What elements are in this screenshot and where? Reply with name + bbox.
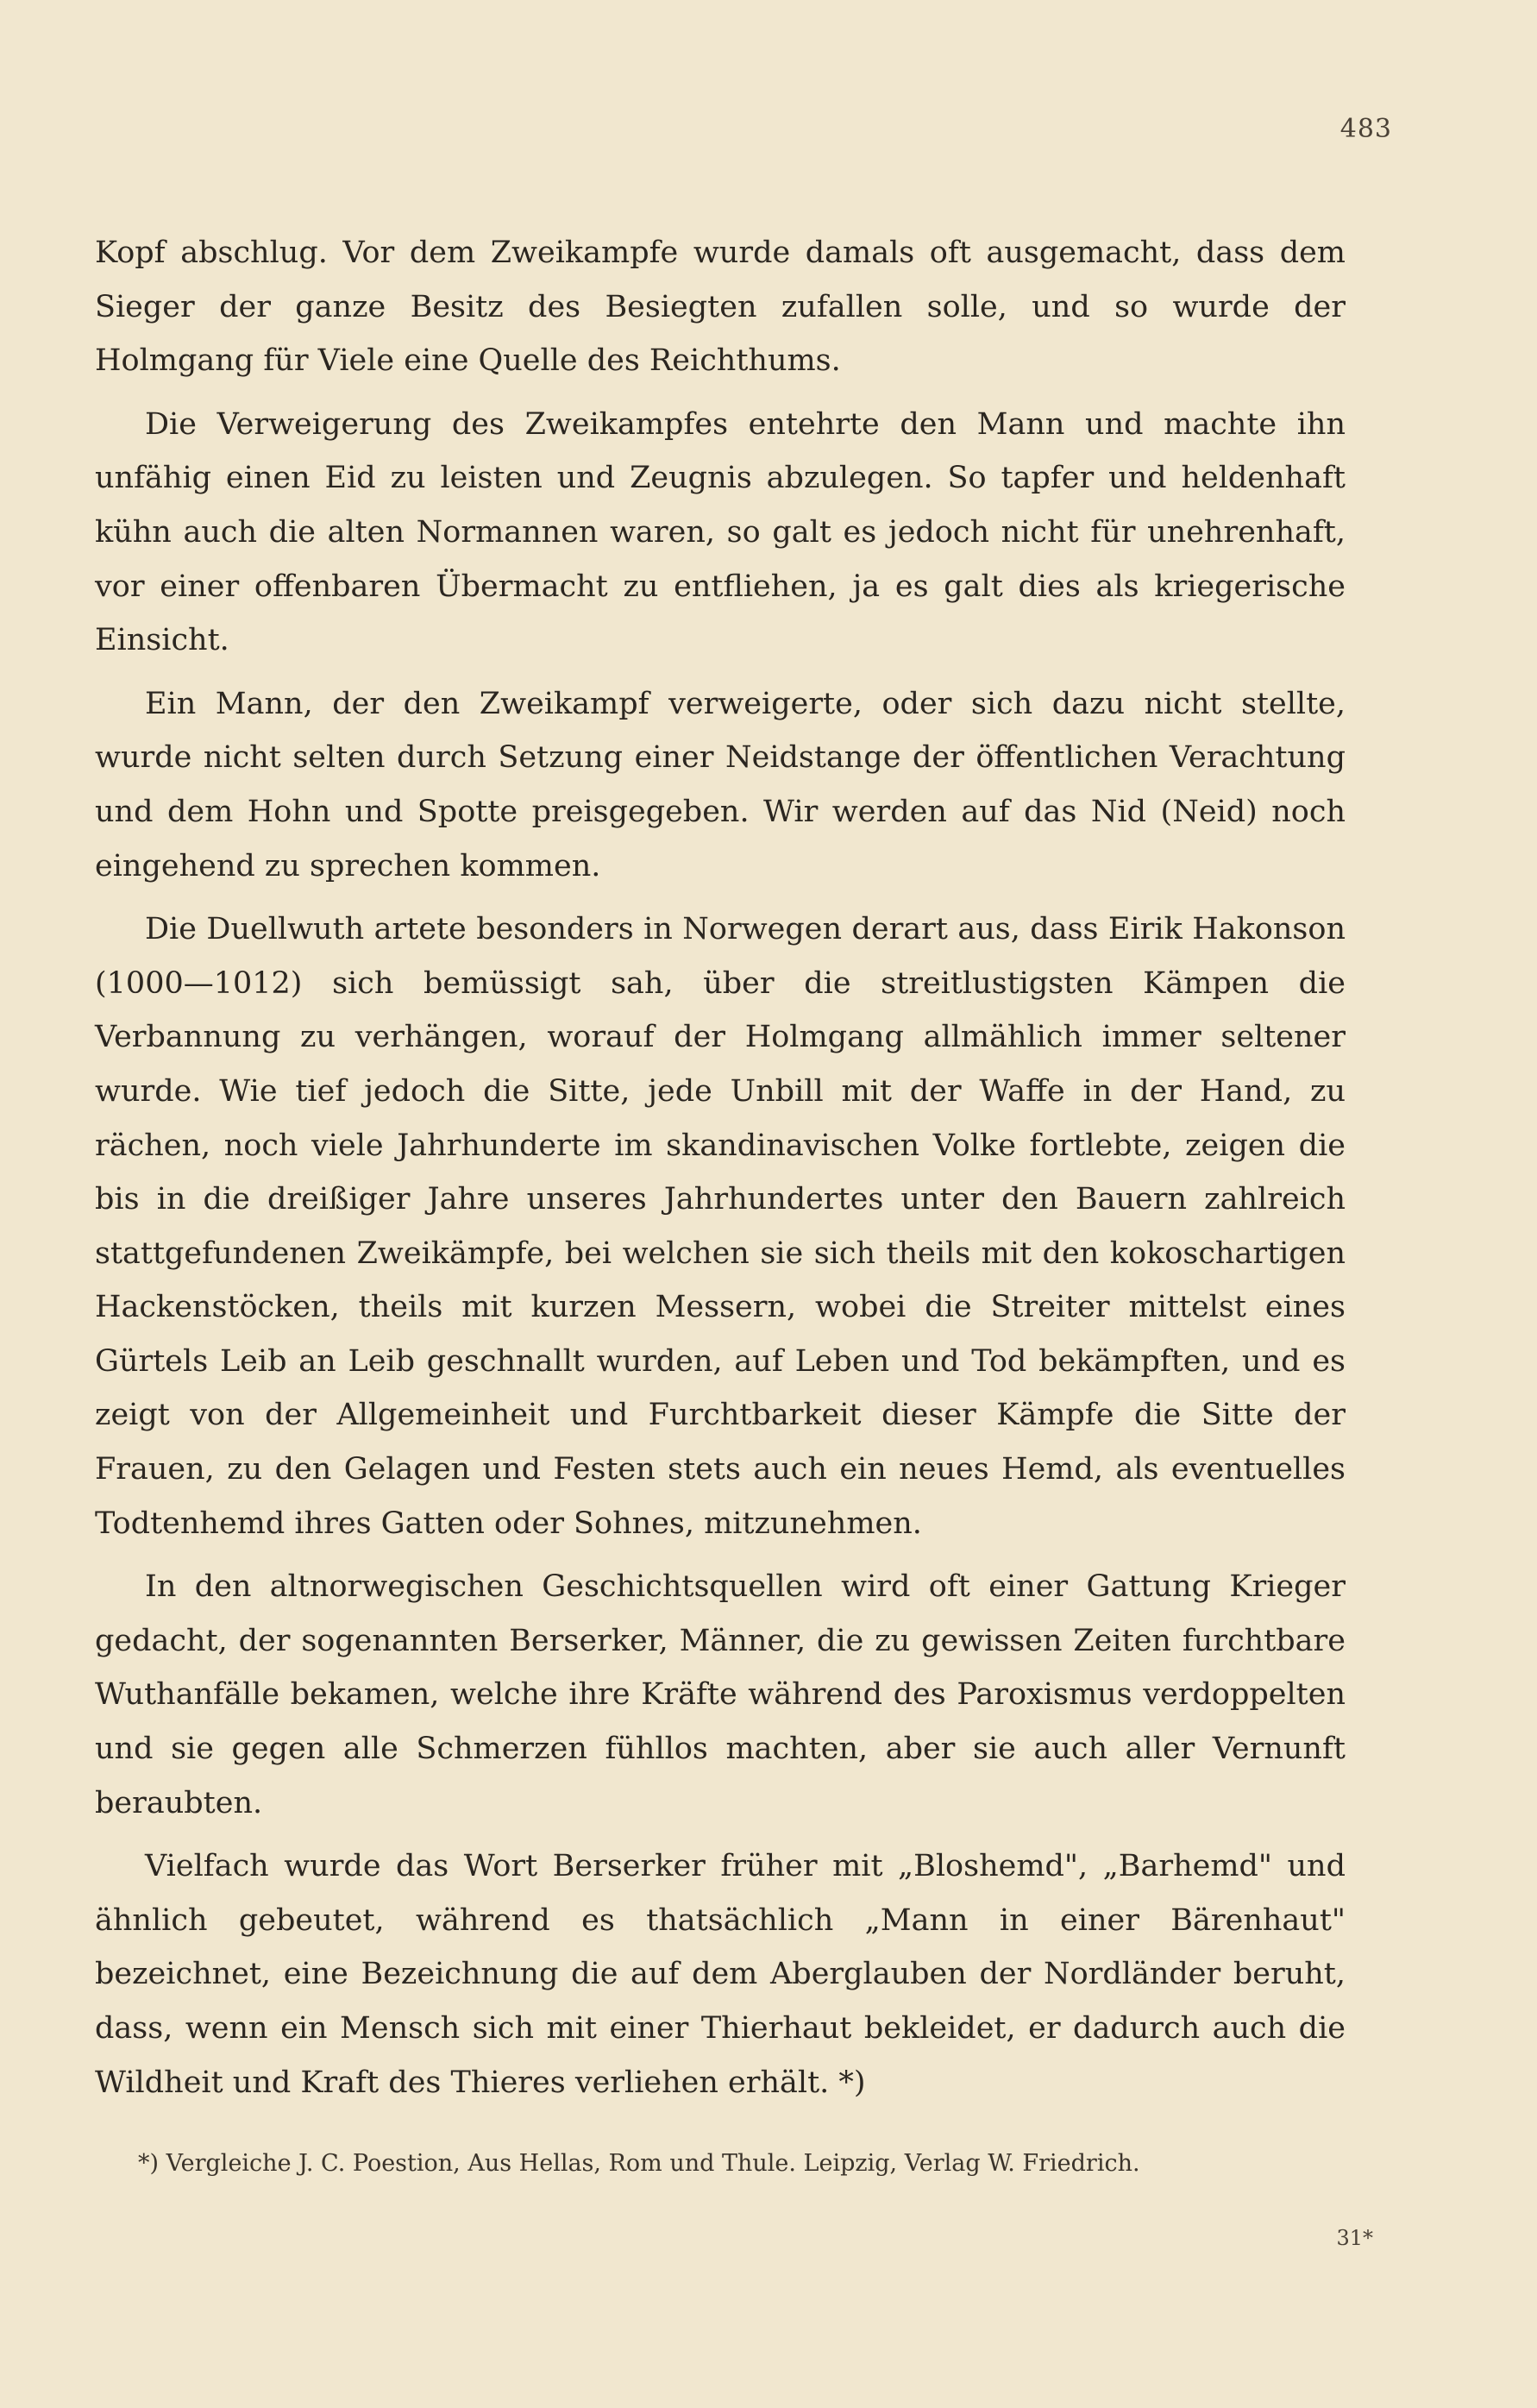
footnote: *) Vergleiche J. C. Poestion, Aus Hellas, Rom und Thule. Leipzig, Verlag W. Friedrich. [138,2150,1140,2177]
paragraph: In den altnorwegischen Geschichtsquellen wird oft einer Gattung Krieger gedacht, der sogenannten Berserker, Männer, die zu gewissen Zeiten furchtbare Wuthanfälle bekamen, welche ihre Kräfte während des Paroxismus verdoppelten und sie gegen alle Schmerzen fühllos machten, aber sie auch aller Vernunft beraubten. [95,1569,1346,1820]
paragraph: Ein Mann, der den Zweikampf verweigerte, oder sich dazu nicht stellte, wurde nicht selten durch Setzung einer Neidstange der öffentlichen Verachtung und dem Hohn und Spotte preisgegeben. Wir werden auf das Nid (Neid) noch eingehend zu sprechen kommen. [95,686,1346,883]
paragraph: Die Duellwuth artete besonders in Norwegen derart aus, dass Eirik Hakonson (1000—1012) sich bemüssigt sah, über die streitlustigsten Kämpen die Verbannung zu verhängen, worauf der Holmgang allmählich immer seltener wurde. Wie tief jedoch die Sitte, jede Unbill mit der Waffe in der Hand, zu rächen, noch viele Jahrhunderte im skandinavischen Volke fortlebte, zeigen die bis in die dreißiger Jahre unseres Jahrhundertes unter den Bauern zahlreich stattgefundenen Zweikämpfe, bei welchen sie sich theils mit den kokoschartigen Hackenstöcken, theils mit kurzen Messern, wobei die Streiter mittelst eines Gürtels Leib an Leib geschnallt wurden, auf Leben und Tod bekämpften, und es zeigt von der Allgemeinheit und Furchtbarkeit dieser Kämpfe die Sitte der Frauen, zu den Gelagen und Festen stets auch ein neues Hemd, als eventuelles Todtenhemd ihres Gatten oder Sohnes, mitzunehmen. [95,912,1346,1541]
body-text [95,226,1346,2119]
page-number: 483 [1339,114,1392,144]
signature-mark: 31* [1336,2226,1373,2250]
paragraph: Vielfach wurde das Wort Berserker früher mit „Bloshemd", „Barhemd" und ähnlich gebeutet, während es thatsächlich „Mann in einer Bärenhaut" bezeichnet, eine Bezeichnung die auf dem Aberglauben der Nordländer beruht, dass, wenn ein Mensch sich mit einer Thierhaut bekleidet, er dadurch auch die Wildheit und Kraft des Thieres verliehen erhält. *) [95,1849,1346,2100]
paragraph: Die Verweigerung des Zweikampfes entehrte den Mann und machte ihn unfähig einen Eid zu leisten und Zeugnis abzulegen. So tapfer und heldenhaft kühn auch die alten Normannen waren, so galt es jedoch nicht für unehrenhaft, vor einer offenbaren Übermacht zu entfliehen, ja es galt dies als kriegerische Einsicht. [95,406,1346,658]
paragraph: Kopf abschlug. Vor dem Zweikampfe wurde damals oft ausgemacht, dass dem Sieger der ganze Besitz des Besiegten zufallen solle, und so wurde der Holmgang für Viele eine Quelle des Reichthums. [95,236,1346,379]
